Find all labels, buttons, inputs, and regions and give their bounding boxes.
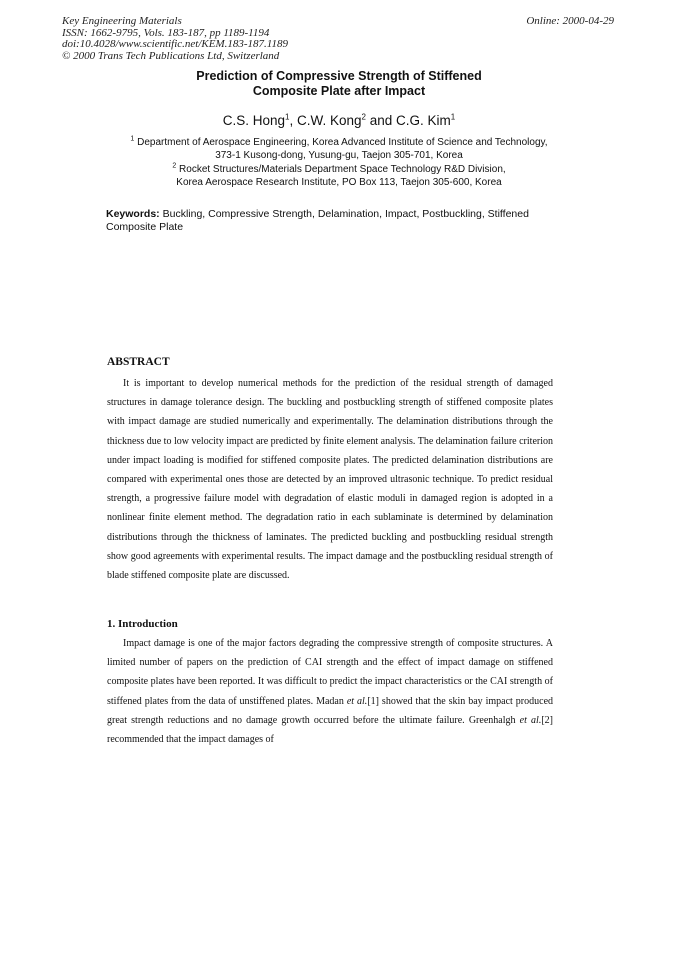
citation-et-al: et al.	[346, 695, 368, 707]
author-separator: ,	[289, 113, 297, 128]
abstract-heading: ABSTRACT	[107, 356, 170, 368]
author-affiliation-mark: 1	[285, 112, 290, 122]
author-name: C.W. Kong	[297, 113, 362, 128]
author-separator: and	[365, 113, 397, 128]
keywords-text: Buckling, Compressive Strength, Delamination, Impact, Postbuckling, Stiffened Composite Plate	[106, 208, 529, 233]
journal-name: Key Engineering Materials	[62, 15, 182, 27]
copyright-line: © 2000 Trans Tech Publications Ltd, Switzerland	[62, 49, 280, 62]
citation-et-al: et al.	[519, 714, 542, 726]
keywords	[106, 208, 576, 234]
author-affiliation-mark: 1	[450, 112, 456, 122]
issn-line: ISSN: 1662-9795, Vols. 183-187, pp 1189-1194	[62, 26, 270, 39]
title-line-2: Composite Plate after Impact	[252, 84, 426, 98]
author-list	[0, 113, 678, 128]
affiliation-mark: 2	[172, 162, 177, 170]
journal-header	[62, 16, 288, 62]
author-affiliation-mark: 2	[361, 112, 366, 122]
keywords-label: Keywords:	[106, 208, 160, 220]
affiliation-1-line-2: 373-1 Kusong-dong, Yusung-gu, Taejon 305-701, Korea	[215, 149, 463, 161]
author-name: C.G. Kim	[396, 113, 451, 128]
affiliation-2	[0, 164, 678, 189]
introduction-heading: 1. Introduction	[107, 618, 178, 630]
affiliation-1	[0, 137, 678, 162]
title-line-1: Prediction of Compressive Strength of Stiffened	[196, 69, 482, 83]
affiliation-mark: 1	[130, 135, 135, 143]
online-date: Online: 2000-04-29	[526, 15, 614, 27]
abstract-text: It is important to develop numerical methods for the prediction of the residual strength of damaged structures in damage tolerance design. The buckling and postbuckling strength of stiffened composite plates with impact damage are studied numerically and experimentally. The delamination distributions through the thickness due to low velocity impact are predicted by finite element analysis. The delamination failure criterion under impact loading is modified for stiffened composite plates. The predicted delamination distributions are compared with experimental ones those are detected by an improved ultrasonic technique. To predict residual strength, a progressive failure model with degradation of elastic moduli in damaged region is adopted in a nonlinear finite element method. The degradation ratio in each sublaminate is determined by delamination distributions through the thickness of laminates. The predicted buckling and postbuckling residual strength show good agreements with experimental results. The impact damage and the postbuckling residual strength of blade stiffened composite plate are discussed.	[107, 378, 553, 582]
affiliation-1-line-1: $^1$ Department of Aerospace Engineering, Korea Advanced Institute of Science and Technology,	[130, 135, 548, 148]
paper-title	[0, 69, 678, 99]
author-name: C.S. Hong	[222, 113, 286, 128]
affiliation-2-line-1: $^2$ Rocket Structures/Materials Department Space Technology R&D Division,	[172, 162, 506, 175]
affiliation-2-line-2: Korea Aerospace Research Institute, PO Box 113, Taejon 305-600, Korea	[176, 176, 502, 188]
introduction-paragraph: Impact damage is one of the major factors degrading the compressive strength of composite structures. A limited number of papers on the prediction of CAI strength and the effect of impact damage on stiffened composite plates have been reported. It was difficult to predict the impact characteristics or the CAI strength of stiffened plates from the data of unstiffened plates. Madan et al.[1] showed that the skin bay impact produced great strength reductions and no damage growth occurred before the ultimate failure. Greenhalgh et al.[2] recommended that the impact damages of	[107, 638, 554, 746]
doi-line: doi:10.4028/www.scientific.net/KEM.183-187.1189	[62, 38, 288, 50]
